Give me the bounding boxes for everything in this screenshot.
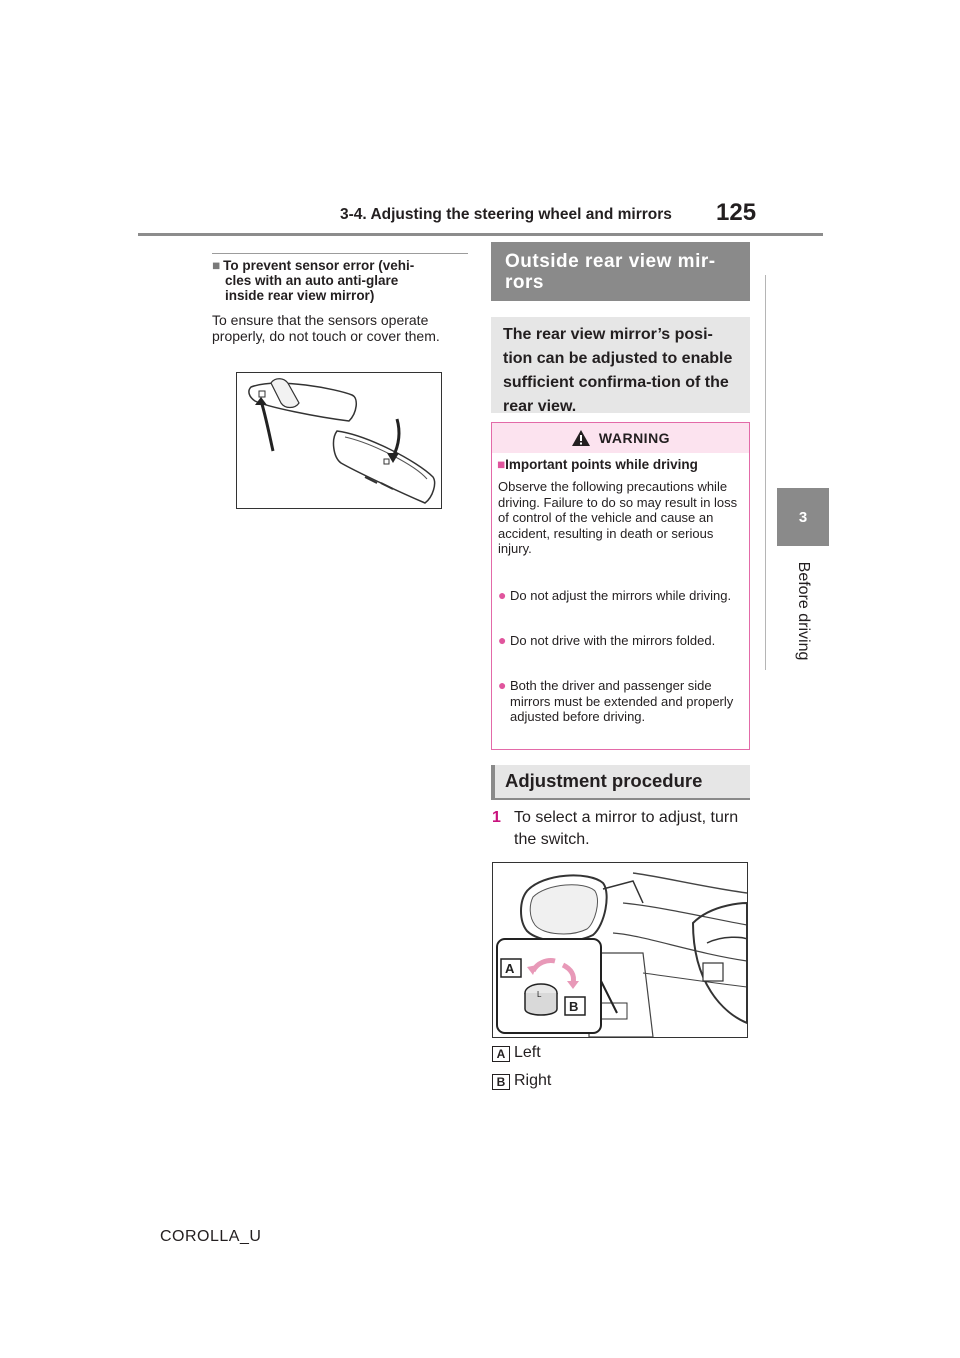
side-rule: [765, 275, 766, 670]
sensor-error-heading: ■ To prevent sensor error (vehi- cles with an auto anti-glare inside rear view mirror): [212, 258, 415, 303]
legend-key: A: [492, 1046, 510, 1062]
bullet-dot-icon: ●: [498, 632, 507, 648]
chapter-number: 3: [798, 508, 808, 526]
header-rule: [138, 233, 823, 236]
chapter-tab[interactable]: [777, 488, 829, 546]
legend-label: Left: [514, 1044, 541, 1061]
label-b: B: [569, 999, 579, 1014]
bullet-dot-icon: ●: [498, 587, 507, 603]
legend-key: B: [492, 1074, 510, 1090]
intro-box: The rear view mirror’s posi-tion can be adjusted to enable sufficient confirma-tion of the rear view.: [491, 317, 750, 413]
mirror-switch-illustration: [493, 863, 747, 1037]
warning-heading: ■Important points while driving: [497, 457, 698, 472]
sensor-body-text: To ensure that the sensors operate properly, do not touch or cover them.: [212, 312, 440, 344]
square-bullet-icon: ■: [497, 457, 506, 472]
warning-paragraph: Observe the following precautions while driving. Failure to do so may result in loss of control of the vehicle and cause an accident, resulting in death or serious injury.: [498, 479, 738, 556]
warning-bullet: ● Do not adjust the mirrors while driving.: [498, 587, 732, 603]
step-1: [492, 807, 752, 851]
svg-text:L: L: [537, 990, 542, 999]
warning-title: WARNING: [492, 423, 749, 453]
bullet-dot-icon: ●: [498, 677, 507, 693]
header-section-title: 3-4. Adjusting the steering wheel and mirrors: [340, 206, 672, 223]
label-a: A: [505, 961, 515, 976]
adjustment-procedure-title: Adjustment procedure: [491, 765, 750, 800]
legend-label: Right: [514, 1072, 552, 1089]
warning-bullet: ● Both the driver and passenger side mirrors must be extended and properly adjusted before driving.: [498, 677, 734, 724]
warning-box: [491, 422, 750, 750]
left-column-rule: [212, 253, 468, 254]
square-bullet-icon: ■: [212, 258, 221, 273]
warning-triangle-icon: [571, 429, 591, 447]
inside-mirror-sensor-figure: [236, 372, 442, 509]
warning-bullet: ● Do not drive with the mirrors folded.: [498, 632, 716, 648]
inside-mirror-illustration: [237, 373, 441, 508]
page-number: 125: [716, 199, 757, 226]
step-text: To select a mirror to adjust, turn the switch.: [514, 809, 739, 848]
chapter-label: Before driving: [795, 561, 812, 661]
step-number: 1: [492, 809, 501, 826]
document-code: COROLLA_U: [160, 1228, 262, 1245]
mirror-switch-figure: [492, 862, 748, 1038]
outside-mirrors-section-title: Outside rear view mir-rors: [491, 242, 750, 301]
